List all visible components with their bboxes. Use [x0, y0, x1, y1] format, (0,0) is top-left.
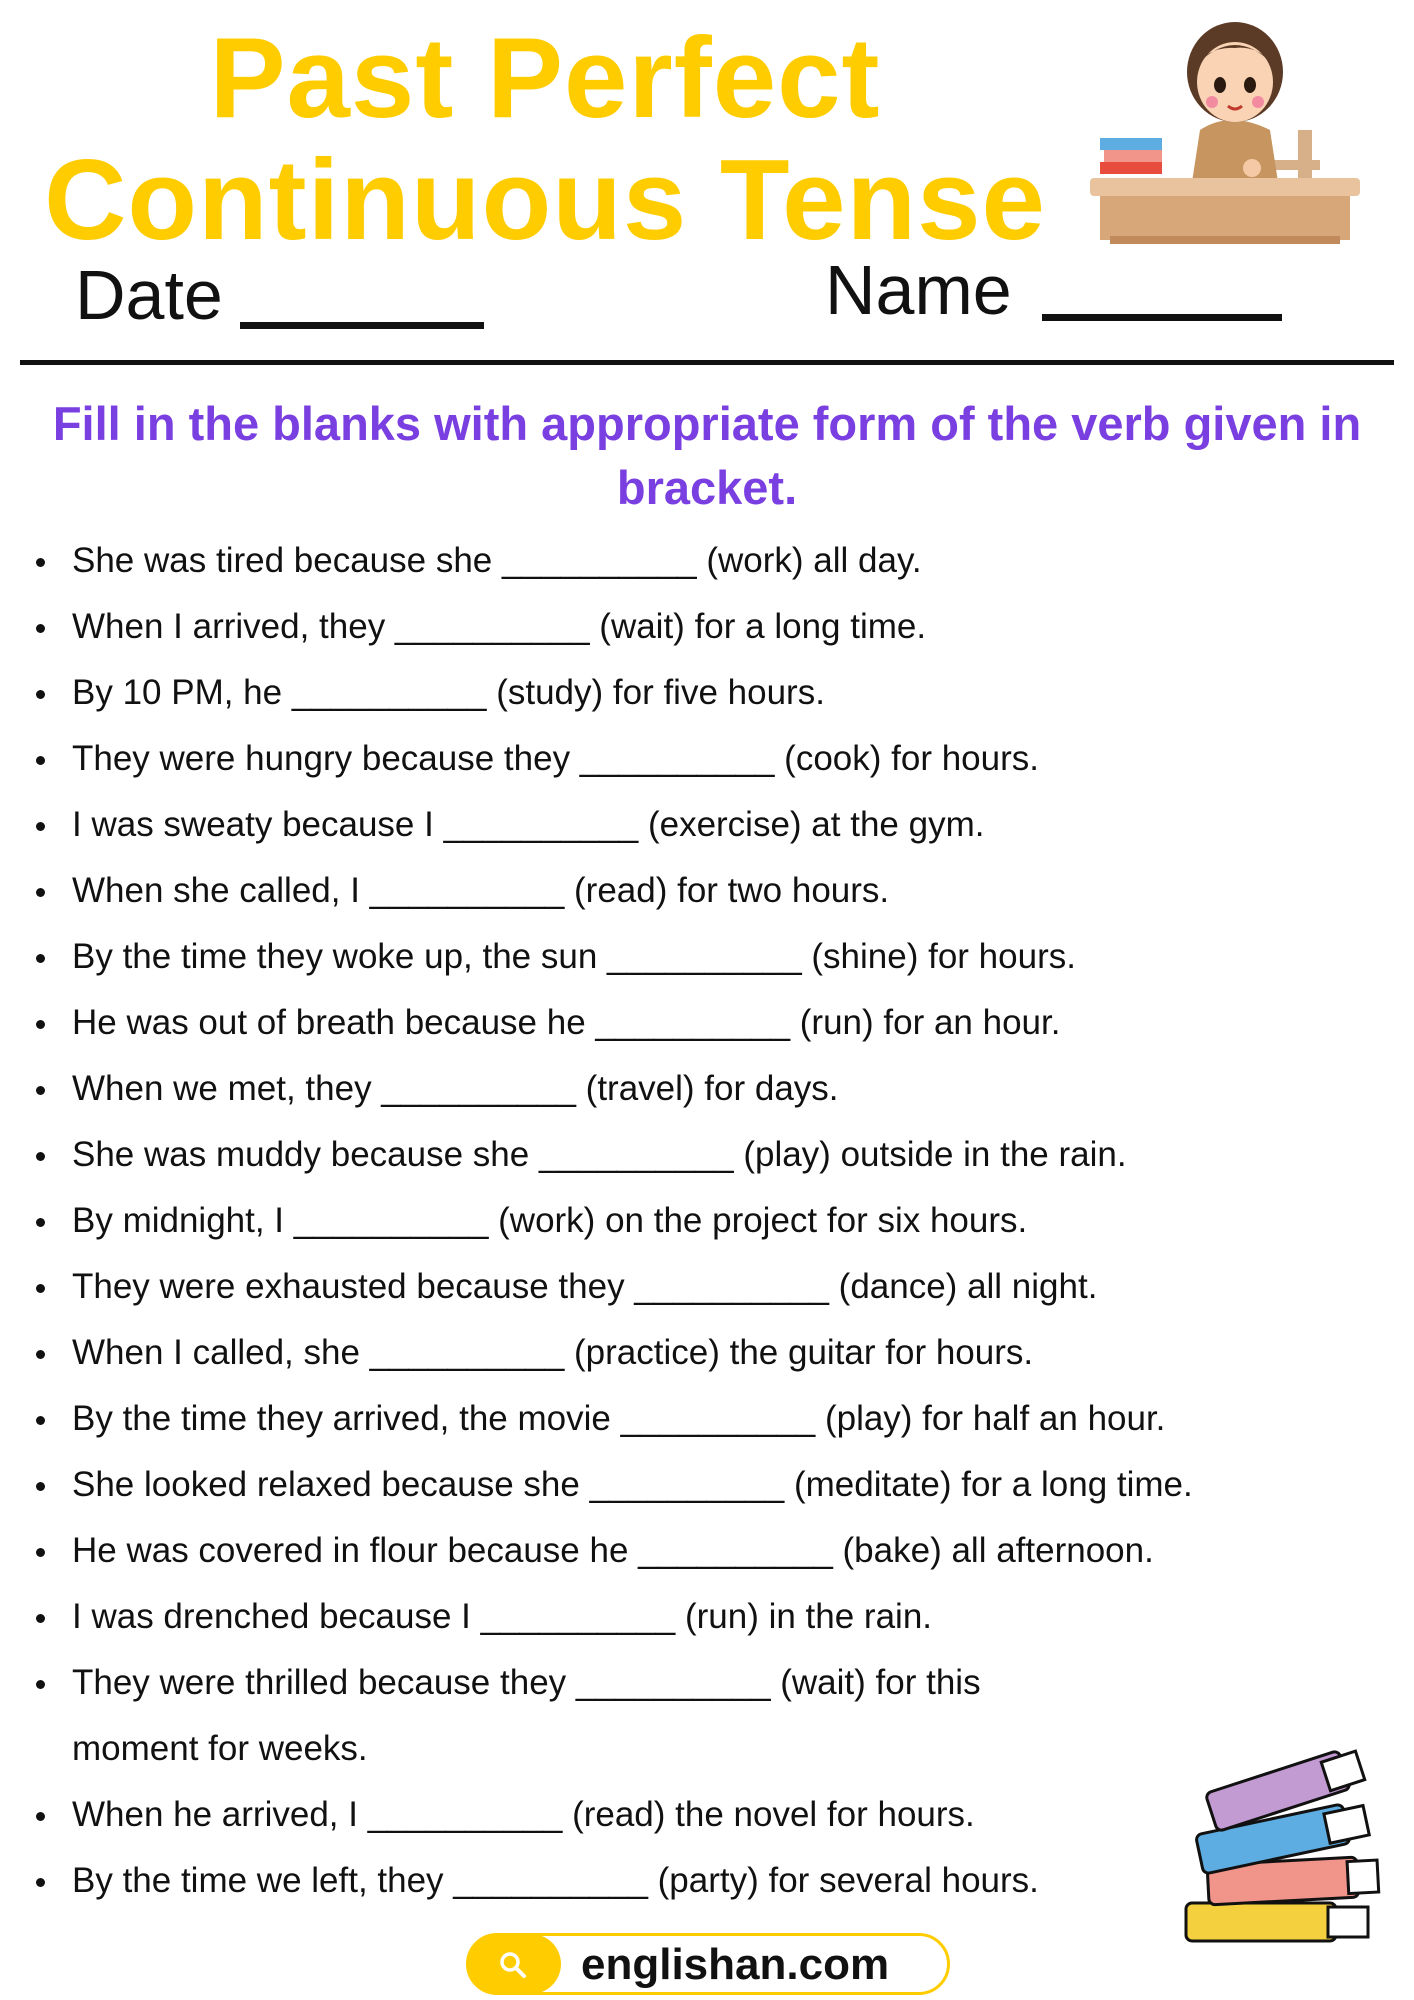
badge-icon-circle — [467, 1934, 561, 1994]
exercise-item: By 10 PM, he __________ (study) for five hours. — [30, 660, 1380, 726]
exercise-item: When we met, they __________ (travel) for days. — [30, 1056, 1380, 1122]
exercise-item: By the time we left, they __________ (party) for several hours. — [30, 1848, 1380, 1914]
exercise-item: They were exhausted because they __________ (dance) all night. — [30, 1254, 1380, 1320]
exercise-item: She was tired because she __________ (work) all day. — [30, 528, 1380, 594]
exercise-list — [30, 528, 1380, 1914]
title-line-1: Past Perfect — [209, 15, 881, 142]
header-divider — [20, 360, 1394, 365]
exercise-item: By midnight, I __________ (work) on the project for six hours. — [30, 1188, 1380, 1254]
exercise-item: By the time they woke up, the sun __________ (shine) for hours. — [30, 924, 1380, 990]
exercise-item: They were thrilled because they __________ (wait) for this moment for weeks. — [30, 1650, 1380, 1782]
exercise-item: When I called, she __________ (practice) the guitar for hours. — [30, 1320, 1380, 1386]
site-url: englishan.com — [581, 1940, 890, 1989]
exercise-item: They were hungry because they __________ (cook) for hours. — [30, 726, 1380, 792]
girl-at-desk-illustration — [1080, 10, 1380, 250]
exercise-item: She was muddy because she __________ (play) outside in the rain. — [30, 1122, 1380, 1188]
exercise-item: When she called, I __________ (read) for two hours. — [30, 858, 1380, 924]
date-label: Date — [75, 256, 223, 334]
search-icon — [497, 1949, 529, 1981]
exercise-item: I was sweaty because I __________ (exercise) at the gym. — [30, 792, 1380, 858]
exercise-item: He was out of breath because he __________ (run) for an hour. — [30, 990, 1380, 1056]
page-title — [30, 15, 1060, 264]
exercise-item: When he arrived, I __________ (read) the novel for hours. — [30, 1782, 1380, 1848]
name-label: Name — [825, 251, 1012, 329]
title-line-2: Continuous Tense — [44, 137, 1046, 264]
date-blank-line[interactable] — [240, 322, 484, 329]
book-stack-illustration — [1178, 1735, 1388, 1950]
exercise-item: When I arrived, they __________ (wait) for a long time. — [30, 594, 1380, 660]
site-badge[interactable] — [466, 1933, 950, 1995]
exercise-item: She looked relaxed because she __________ (meditate) for a long time. — [30, 1452, 1380, 1518]
name-blank-line[interactable] — [1042, 314, 1282, 321]
exercise-item: He was covered in flour because he __________ (bake) all afternoon. — [30, 1518, 1380, 1584]
exercise-item: By the time they arrived, the movie __________ (play) for half an hour. — [30, 1386, 1380, 1452]
exercise-item: I was drenched because I __________ (run) in the rain. — [30, 1584, 1380, 1650]
instruction-text: Fill in the blanks with appropriate form of the verb given in bracket. — [52, 397, 1362, 514]
